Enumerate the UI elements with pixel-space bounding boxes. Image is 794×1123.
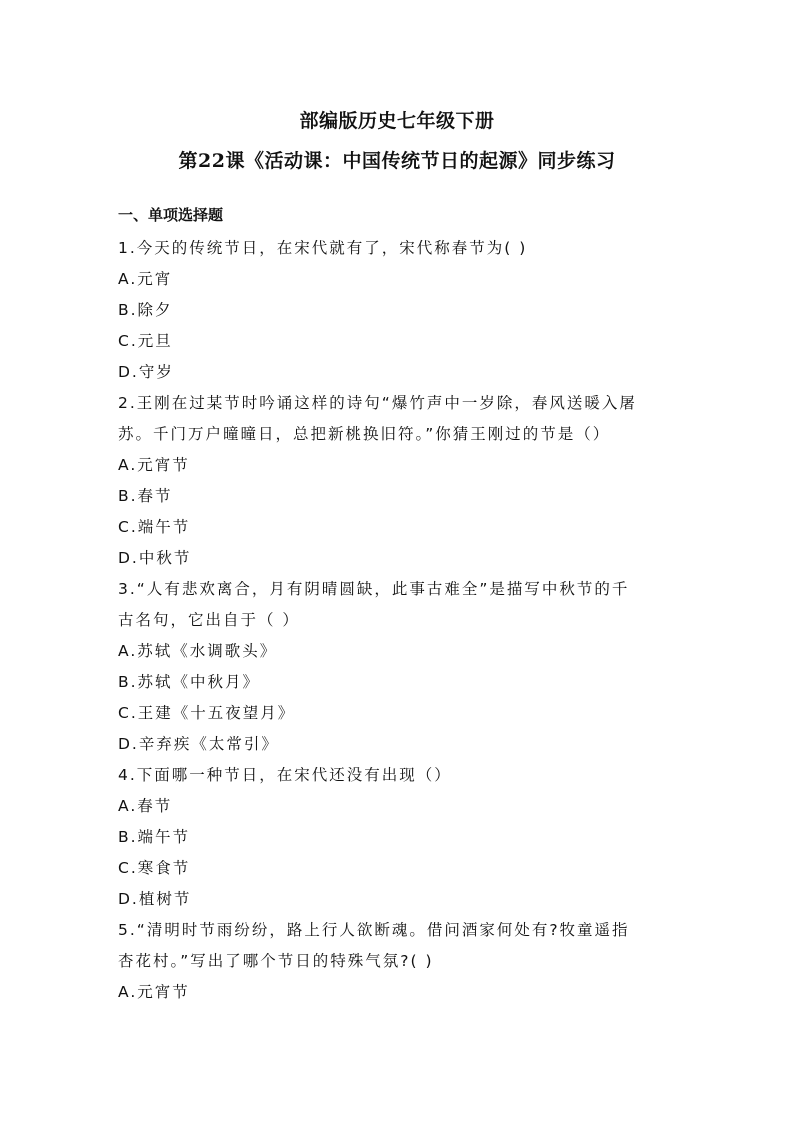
option-line: B.苏轼《中秋月》 bbox=[118, 673, 261, 691]
question-line: 苏。千门万户曈曈日，总把新桃换旧符。”你猜王刚过的节是（） bbox=[118, 425, 611, 443]
option-line: B.春节 bbox=[118, 487, 173, 505]
option-line: A.元宵节 bbox=[118, 456, 190, 474]
question-line: 2.王刚在过某节时吟诵这样的诗句“爆竹声中一岁除，春风送暖入屠 bbox=[118, 394, 637, 412]
question-line: 4.下面哪一种节日，在宋代还没有出现（） bbox=[118, 766, 452, 784]
option-line: D.守岁 bbox=[118, 363, 174, 381]
option-line: A.春节 bbox=[118, 797, 173, 815]
option-line: A.苏轼《水调歌头》 bbox=[118, 642, 278, 660]
option-line: C.寒食节 bbox=[118, 859, 191, 877]
question-line: 1.今天的传统节日，在宋代就有了，宋代称春节为( ) bbox=[118, 239, 528, 257]
option-line: D.植树节 bbox=[118, 890, 192, 908]
option-line: D.辛弃疾《太常引》 bbox=[118, 735, 279, 753]
option-line: B.除夕 bbox=[118, 301, 173, 319]
document-subtitle: 第22课《活动课：中国传统节日的起源》同步练习 bbox=[178, 150, 616, 172]
question-line: 杏花村。”写出了哪个节日的特殊气氛?( ) bbox=[118, 952, 434, 970]
question-line: 古名句，它出自于（ ） bbox=[118, 611, 300, 629]
question-list bbox=[118, 236, 678, 1011]
question-line: 5.“清明时节雨纷纷，路上行人欲断魂。借问酒家何处有?牧童遥指 bbox=[118, 921, 630, 939]
option-line: D.中秋节 bbox=[118, 549, 192, 567]
document-title: 部编版历史七年级下册 bbox=[299, 110, 495, 132]
section-heading: 一、单项选择题 bbox=[118, 206, 224, 224]
option-line: A.元宵 bbox=[118, 270, 173, 288]
option-line: C.王建《十五夜望月》 bbox=[118, 704, 296, 722]
option-line: B.端午节 bbox=[118, 828, 191, 846]
question-line: 3.“人有悲欢离合，月有阴晴圆缺，此事古难全”是描写中秋节的千 bbox=[118, 580, 630, 598]
option-line: C.端午节 bbox=[118, 518, 191, 536]
option-line: A.元宵节 bbox=[118, 983, 190, 1001]
option-line: C.元旦 bbox=[118, 332, 173, 350]
